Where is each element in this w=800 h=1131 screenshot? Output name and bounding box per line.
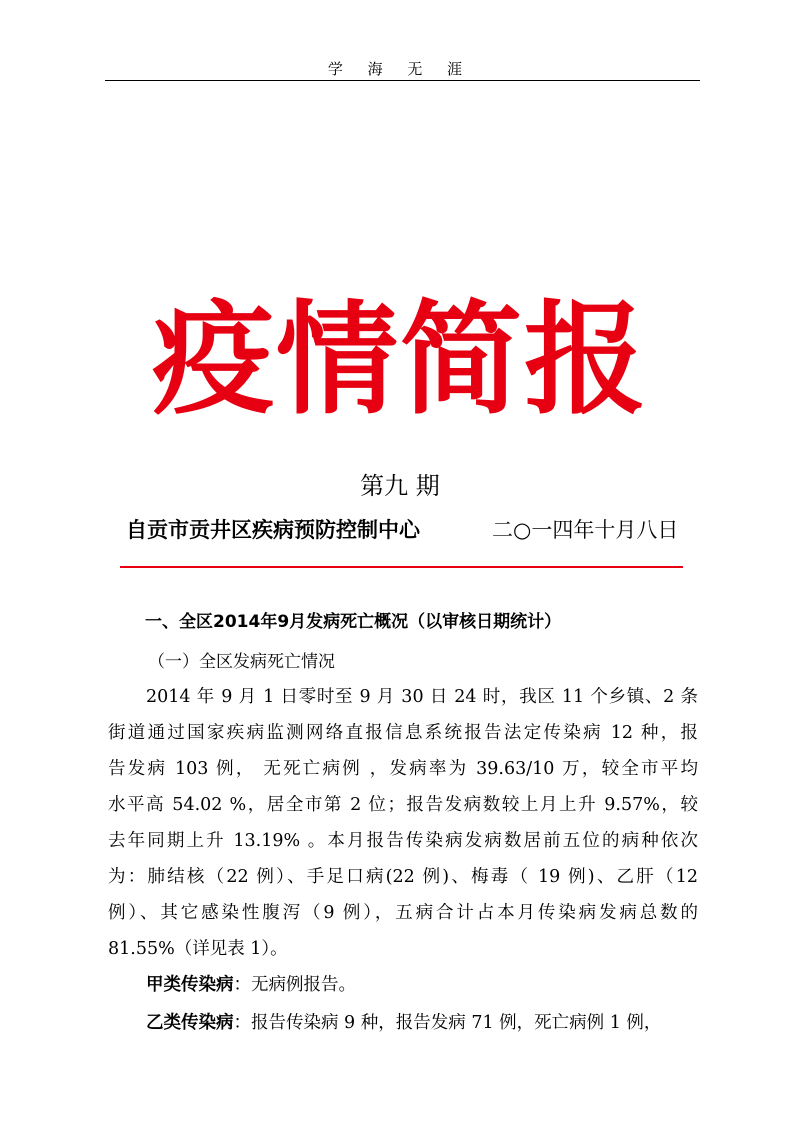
organization: 自贡市贡井区疾病预防控制中心 — [126, 518, 420, 542]
issue-number: 第九 期 — [360, 472, 440, 500]
subsection-heading: （一）全区发病死亡情况 — [148, 652, 335, 672]
document-title: 疫情简报 — [152, 289, 648, 431]
paragraph-line: 告发病 103 例， 无死亡病例 ，发病率为 39.63/10 万，较全市平均 — [108, 759, 698, 779]
paragraph-line: 81.55%（详见表 1）。 — [108, 939, 288, 959]
header-divider — [105, 80, 700, 81]
section-heading: 一、全区2014年9月发病死亡概况（以审核日期统计） — [145, 612, 562, 632]
paragraph-line: 为：肺结核（22 例）、手足口病(22 例)、梅毒（ 19 例)、乙肝（12 — [108, 867, 698, 887]
class-a-text: ：无病例报告。 — [233, 975, 356, 995]
class-b-label: 乙类传染病 — [146, 1013, 234, 1033]
class-b-text: ：报告传染病 9 种，报告发病 71 例，死亡病例 1 例， — [233, 1013, 662, 1033]
publish-date: 二○一四年十月八日 — [492, 518, 679, 542]
paragraph-line: 2014 年 9 月 1 日零时至 9 月 30 日 24 时，我区 11 个乡镇、2 条 — [146, 687, 698, 707]
paragraph-line: 街道通过国家疾病监测网络直报信息系统报告法定传染病 12 种，报 — [108, 723, 698, 743]
class-a-label: 甲类传染病 — [146, 975, 234, 995]
paragraph-line: 例）、其它感染性腹泻（9 例），五病合计占本月传染病发病总数的 — [108, 903, 698, 923]
class-b-line — [146, 1009, 698, 1034]
class-a-line — [146, 971, 698, 996]
paragraph-line: 去年同期上升 13.19% 。本月报告传染病发病数居前五位的病种依次 — [108, 831, 698, 851]
running-header: 学 海 无 涯 — [327, 60, 473, 78]
red-divider — [120, 566, 683, 568]
paragraph-line: 水平高 54.02 %，居全市第 2 位；报告发病数较上月上升 9.57%，较 — [108, 795, 698, 815]
